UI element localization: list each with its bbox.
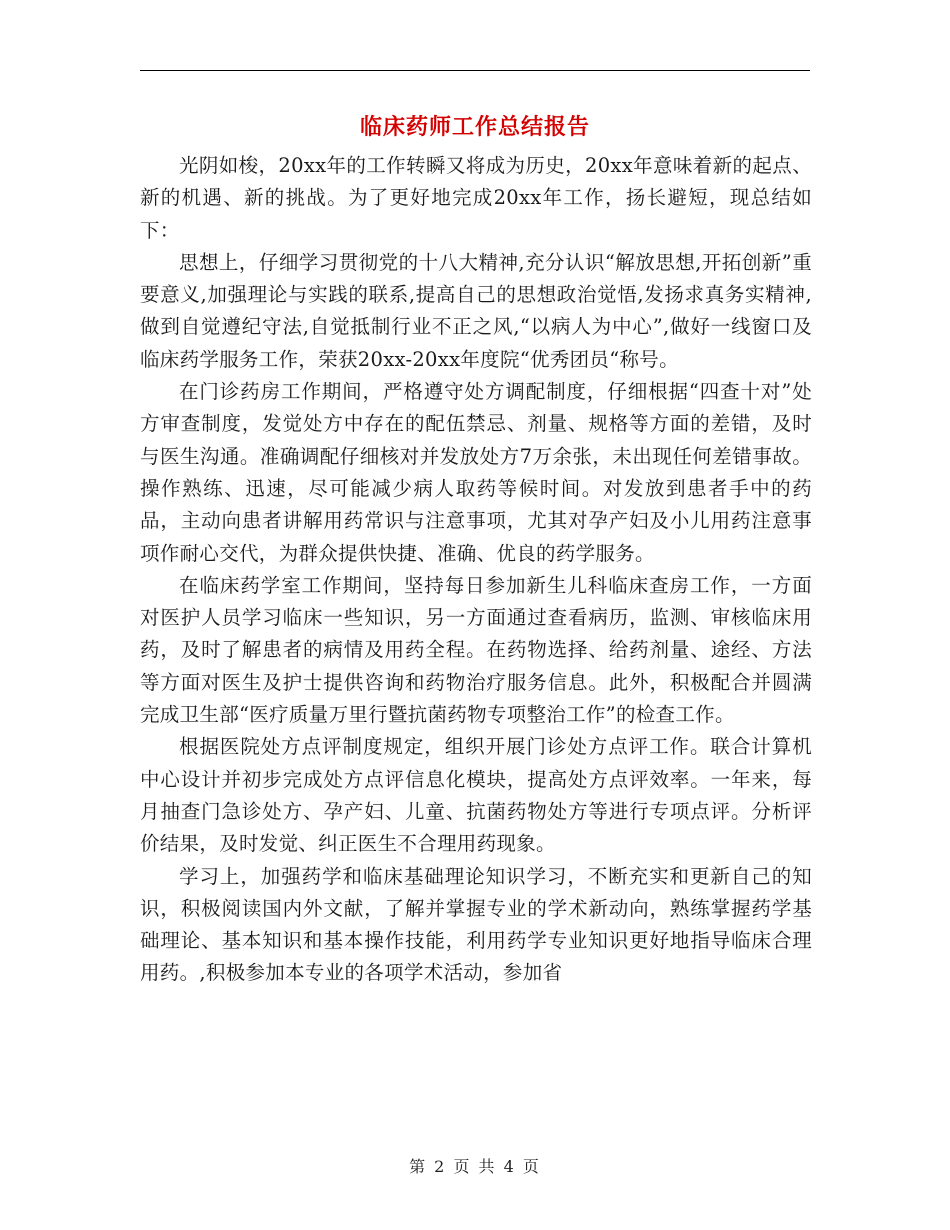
header-rule [140,70,810,71]
document-body [140,150,812,990]
paragraph-prescription-review: 根据医院处方点评制度规定，组织开展门诊处方点评工作。联合计算机中心设计并初步完成处方点评信息化模块，提高处方点评效率。一年来，每月抽查门急诊处方、孕产妇、儿童、抗菌药物处方等进行专项点评。分析评价结果，及时发觉、纠正医生不合理用药现象。 [140,735,812,856]
page-footer: 第 2 页 共 4 页 [409,1157,541,1176]
document-title: 临床药师工作总结报告 [359,114,590,140]
paragraph-clinical-pharmacy: 在临床药学室工作期间，坚持每日参加新生儿科临床查房工作，一方面对医护人员学习临床一些知识，另一方面通过查看病历，监测、审核临床用药，及时了解患者的病情及用药全程。在药物选择、给药剂量、途经、方法等方面对医生及护士提供咨询和药物治疗服务信息。此外，积极配合并圆满完成卫生部“医疗质量万里行暨抗菌药物专项整治工作”的检查工作。 [140,573,812,727]
paragraph-intro: 光阴如梭，20xx年的工作转瞬又将成为历史，20xx年意味着新的起点、新的机遇、新的挑战。为了更好地完成20xx年工作，扬长避短，现总结如下： [140,154,812,242]
paragraph-ideology: 思想上，仔细学习贯彻党的十八大精神,充分认识“解放思想,开拓创新”重要意义,加强理论与实践的联系,提高自己的思想政治觉悟,发扬求真务实精神,做到自觉遵纪守法,自觉抵制行业不正之风,“以病人为中心”,做好一线窗口及临床药学服务工作，荣获20xx-20xx年度院“优秀团员“称号。 [140,250,812,371]
paragraph-outpatient-pharmacy: 在门诊药房工作期间，严格遵守处方调配制度，仔细根据“四查十对”处方审查制度，发觉处方中存在的配伍禁忌、剂量、规格等方面的差错，及时与医生沟通。准确调配仔细核对并发放处方7万余张，未出现任何差错事故。操作熟练、迅速，尽可能减少病人取药等候时间。对发放到患者手中的药品，主动向患者讲解用药常识与注意事项，尤其对孕产妇及小儿用药注意事项作耐心交代，为群众提供快捷、准确、优良的药学服务。 [140,380,812,565]
paragraph-study: 学习上，加强药学和临床基础理论知识学习，不断充实和更新自己的知识，积极阅读国内外文献，了解并掌握专业的学术新动向，熟练掌握药学基础理论、基本知识和基本操作技能，利用药学专业知识更好地指导临床合理用药。,积极参加本专业的各项学术活动，参加省 [140,864,812,985]
